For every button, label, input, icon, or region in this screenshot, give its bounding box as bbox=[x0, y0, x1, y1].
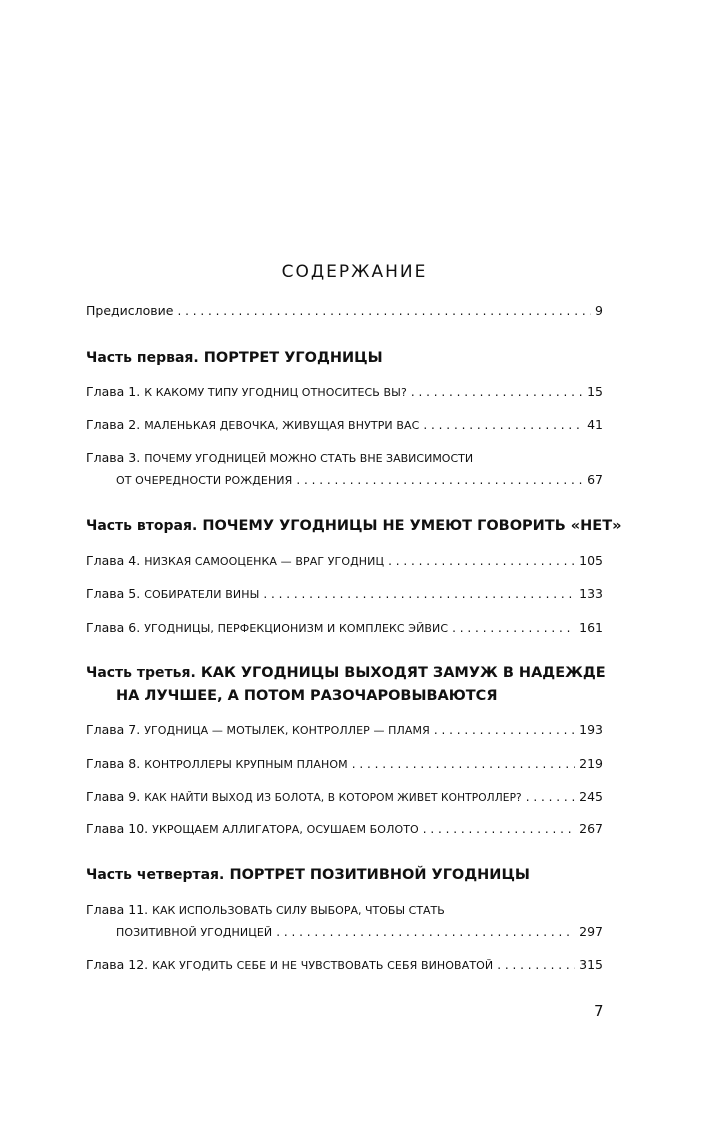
entry-label: Предисловие bbox=[86, 303, 174, 318]
chapter-prefix: Глава 5. bbox=[86, 586, 141, 601]
part-heading bbox=[86, 665, 646, 681]
chapter-title-line2: ОТ ОЧЕРЕДНОСТИ РОЖДЕНИЯ bbox=[116, 474, 293, 487]
dot-leader bbox=[526, 790, 575, 804]
chapter-title: УКРОЩАЕМ АЛЛИГАТОРА, ОСУШАЕМ БОЛОТО bbox=[152, 823, 419, 836]
part-title: ПОРТРЕТ УГОДНИЦЫ bbox=[203, 350, 383, 366]
part-prefix: Часть первая. bbox=[86, 350, 199, 366]
entry-page: 133 bbox=[579, 586, 603, 601]
entry-page: 193 bbox=[579, 722, 603, 737]
chapter-title: КАК НАЙТИ ВЫХОД ИЗ БОЛОТА, В КОТОРОМ ЖИВЕТ КОНТРОЛЛЕР? bbox=[144, 792, 522, 804]
chapter-title-line1: КАК ИСПОЛЬЗОВАТЬ СИЛУ ВЫБОРА, ЧТОБЫ СТАТЬ bbox=[152, 904, 445, 917]
entry-page: 245 bbox=[579, 789, 603, 804]
chapter-title: КАК УГОДИТЬ СЕБЕ И НЕ ЧУВСТВОВАТЬ СЕБЯ ВИНОВАТОЙ bbox=[152, 959, 494, 972]
dot-leader bbox=[497, 958, 575, 972]
part-heading bbox=[86, 518, 646, 534]
chapter-prefix: Глава 12. bbox=[86, 957, 149, 972]
chapter-prefix: Глава 10. bbox=[86, 821, 149, 836]
chapter-prefix: Глава 1. bbox=[86, 384, 141, 399]
chapter-title: МАЛЕНЬКАЯ ДЕВОЧКА, ЖИВУЩАЯ ВНУТРИ ВАС bbox=[144, 419, 420, 432]
entry-page: 15 bbox=[587, 384, 603, 399]
entry-page: 219 bbox=[579, 756, 603, 771]
part-prefix: Часть вторая. bbox=[86, 518, 198, 534]
dot-leader bbox=[411, 385, 583, 399]
chapter-prefix: Глава 8. bbox=[86, 756, 141, 771]
chapter-prefix: Глава 9. bbox=[86, 789, 141, 804]
chapter-prefix: Глава 4. bbox=[86, 553, 141, 568]
entry-page: 105 bbox=[579, 553, 603, 568]
chapter-prefix: Глава 6. bbox=[86, 620, 141, 635]
chapter-title: НИЗКАЯ САМООЦЕНКА — ВРАГ УГОДНИЦ bbox=[144, 555, 385, 568]
chapter-title-line2: ПОЗИТИВНОЙ УГОДНИЦЕЙ bbox=[116, 926, 273, 939]
toc-entry-chapter[interactable] bbox=[86, 957, 603, 977]
chapter-title: СОБИРАТЕЛИ ВИНЫ bbox=[144, 588, 260, 601]
dot-leader bbox=[177, 304, 591, 318]
toc-entry-chapter[interactable] bbox=[86, 384, 603, 404]
dot-leader bbox=[296, 473, 583, 487]
entry-page: 67 bbox=[587, 472, 603, 487]
toc-entry-chapter[interactable] bbox=[86, 450, 473, 465]
part-title: ПОРТРЕТ ПОЗИТИВНОЙ УГОДНИЦЫ bbox=[229, 867, 530, 883]
entry-page: 9 bbox=[595, 303, 603, 318]
chapter-prefix: Глава 11. bbox=[86, 902, 149, 917]
dot-leader bbox=[452, 621, 575, 635]
chapter-prefix: Глава 3. bbox=[86, 450, 141, 465]
page-title: СОДЕРЖАНИЕ bbox=[281, 262, 428, 282]
dot-leader bbox=[352, 757, 575, 771]
dot-leader bbox=[423, 418, 583, 432]
chapter-title: УГОДНИЦА — МОТЫЛЕК, КОНТРОЛЛЕР — ПЛАМЯ bbox=[144, 724, 430, 737]
part-title-line2: НА ЛУЧШЕЕ, А ПОТОМ РАЗОЧАРОВЫВАЮТСЯ bbox=[116, 688, 498, 704]
chapter-prefix: Глава 2. bbox=[86, 417, 141, 432]
toc-entry-continuation[interactable] bbox=[116, 924, 603, 944]
toc-entry-chapter[interactable] bbox=[86, 756, 603, 776]
part-heading bbox=[86, 350, 646, 366]
entry-page: 161 bbox=[579, 620, 603, 635]
part-title: ПОЧЕМУ УГОДНИЦЫ НЕ УМЕЮТ ГОВОРИТЬ «НЕТ» bbox=[202, 518, 622, 534]
page-number: 7 bbox=[594, 1002, 604, 1020]
chapter-title: КОНТРОЛЛЕРЫ КРУПНЫМ ПЛАНОМ bbox=[144, 758, 348, 771]
toc-entry-chapter[interactable] bbox=[86, 417, 603, 437]
chapter-title-line1: ПОЧЕМУ УГОДНИЦЕЙ МОЖНО СТАТЬ ВНЕ ЗАВИСИМОСТИ bbox=[144, 452, 474, 465]
toc-entry-chapter[interactable] bbox=[86, 586, 603, 606]
part-heading bbox=[86, 867, 646, 883]
dot-leader bbox=[388, 554, 575, 568]
toc-entry-chapter[interactable] bbox=[86, 902, 445, 917]
dot-leader bbox=[276, 925, 575, 939]
chapter-title: УГОДНИЦЫ, ПЕРФЕКЦИОНИЗМ И КОМПЛЕКС ЭЙВИС bbox=[144, 622, 449, 635]
dot-leader bbox=[434, 723, 575, 737]
toc-entry-chapter[interactable] bbox=[86, 620, 603, 640]
part-prefix: Часть третья. bbox=[86, 665, 196, 681]
chapter-title: К КАКОМУ ТИПУ УГОДНИЦ ОТНОСИТЕСЬ ВЫ? bbox=[144, 386, 407, 399]
toc-entry-chapter[interactable] bbox=[86, 821, 603, 841]
toc-entry-continuation[interactable] bbox=[116, 472, 603, 492]
entry-page: 297 bbox=[579, 924, 603, 939]
chapter-prefix: Глава 7. bbox=[86, 722, 141, 737]
toc-entry-chapter[interactable] bbox=[86, 553, 603, 573]
part-title-line1: КАК УГОДНИЦЫ ВЫХОДЯТ ЗАМУЖ В НАДЕЖДЕ bbox=[200, 665, 606, 681]
part-heading-continuation bbox=[116, 688, 676, 704]
part-prefix: Часть четвертая. bbox=[86, 867, 225, 883]
dot-leader bbox=[423, 822, 575, 836]
toc-entry-chapter[interactable] bbox=[86, 789, 603, 809]
toc-entry-chapter[interactable] bbox=[86, 722, 603, 742]
entry-page: 315 bbox=[579, 957, 603, 972]
dot-leader bbox=[263, 587, 575, 601]
entry-page: 267 bbox=[579, 821, 603, 836]
toc-entry-preface[interactable] bbox=[86, 303, 603, 323]
entry-page: 41 bbox=[587, 417, 603, 432]
